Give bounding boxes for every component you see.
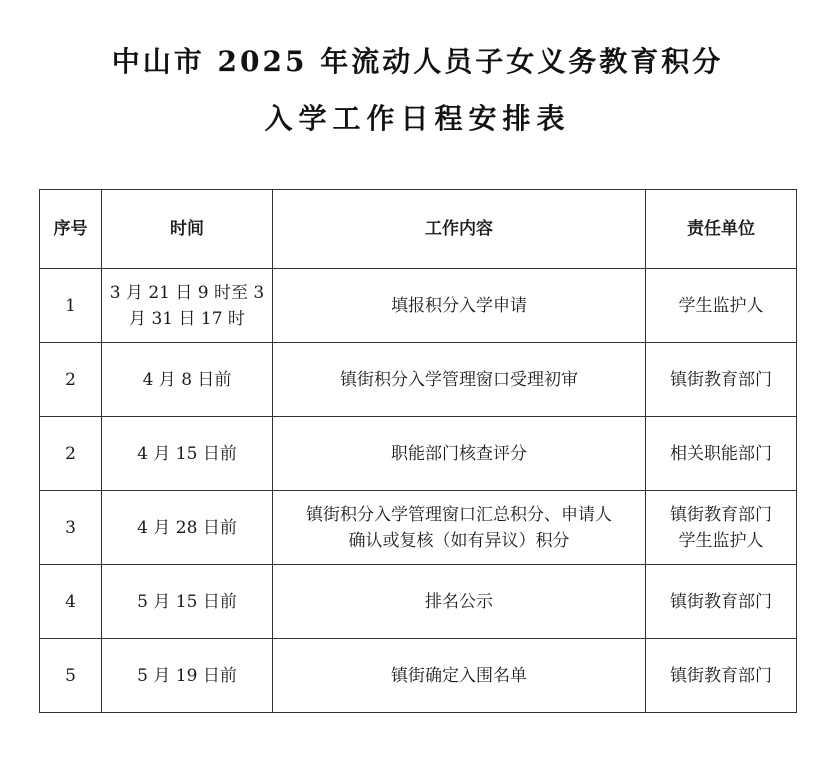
row-time-line: 4 月 15 日前: [137, 443, 237, 464]
row-time-line: 4 月 8 日前: [142, 369, 232, 390]
row-content: [273, 491, 646, 565]
row-seq: 5: [40, 639, 102, 713]
row-time-line: 3 月 21 日 9 时至 3: [109, 282, 265, 303]
row-seq: 4: [40, 565, 102, 639]
row-unit-line: 镇街教育部门: [670, 369, 772, 390]
row-unit-line: 镇街教育部门: [670, 665, 772, 686]
row-content-line: 镇街确定入围名单: [391, 665, 527, 686]
row-time-line: 5 月 15 日前: [137, 591, 237, 612]
row-unit: [646, 639, 797, 713]
row-unit: [646, 491, 797, 565]
document-title-line-2: 入学工作日程安排表: [264, 102, 571, 135]
row-content: [273, 343, 646, 417]
row-time: [102, 343, 273, 417]
row-unit-line: 镇街教育部门: [670, 591, 772, 612]
document-title-line-1: 中山市 2025 年流动人员子女义务教育积分: [111, 45, 724, 78]
row-unit-line: 学生监护人: [678, 530, 764, 551]
row-time-line: 5 月 19 日前: [137, 665, 237, 686]
header-content: 工作内容: [273, 190, 646, 269]
header-seq: 序号: [40, 190, 102, 269]
table-row: [40, 491, 797, 565]
row-content: [273, 639, 646, 713]
row-time: [102, 639, 273, 713]
header-time: 时间: [102, 190, 273, 269]
header-unit: 责任单位: [646, 190, 797, 269]
table-row: [40, 269, 797, 343]
row-seq: 2: [40, 343, 102, 417]
row-content: [273, 417, 646, 491]
row-content: [273, 565, 646, 639]
table-header-row: [40, 190, 797, 269]
row-content-line: 排名公示: [425, 591, 493, 612]
table-row: [40, 565, 797, 639]
row-seq: 2: [40, 417, 102, 491]
table-row: [40, 639, 797, 713]
row-seq: 1: [40, 269, 102, 343]
table-row: [40, 417, 797, 491]
row-unit-line: 学生监护人: [678, 295, 764, 316]
table-row: [40, 343, 797, 417]
row-unit-line: 镇街教育部门: [670, 504, 772, 525]
row-time: [102, 269, 273, 343]
row-time-line: 月 31 日 17 时: [129, 308, 245, 329]
row-content-line: 镇街积分入学管理窗口汇总积分、申请人: [306, 504, 612, 525]
row-time: [102, 565, 273, 639]
row-unit: [646, 565, 797, 639]
row-time-line: 4 月 28 日前: [137, 517, 237, 538]
row-unit: [646, 343, 797, 417]
row-unit: [646, 269, 797, 343]
row-content-line: 确认或复核（如有异议）积分: [348, 530, 570, 551]
row-time: [102, 491, 273, 565]
row-seq: 3: [40, 491, 102, 565]
row-content-line: 镇街积分入学管理窗口受理初审: [340, 369, 578, 390]
table-body: [40, 269, 797, 713]
row-content: [273, 269, 646, 343]
schedule-table: [39, 189, 797, 713]
row-unit-line: 相关职能部门: [670, 443, 772, 464]
row-time: [102, 417, 273, 491]
row-content-line: 职能部门核查评分: [391, 443, 527, 464]
row-unit: [646, 417, 797, 491]
row-content-line: 填报积分入学申请: [391, 295, 527, 316]
